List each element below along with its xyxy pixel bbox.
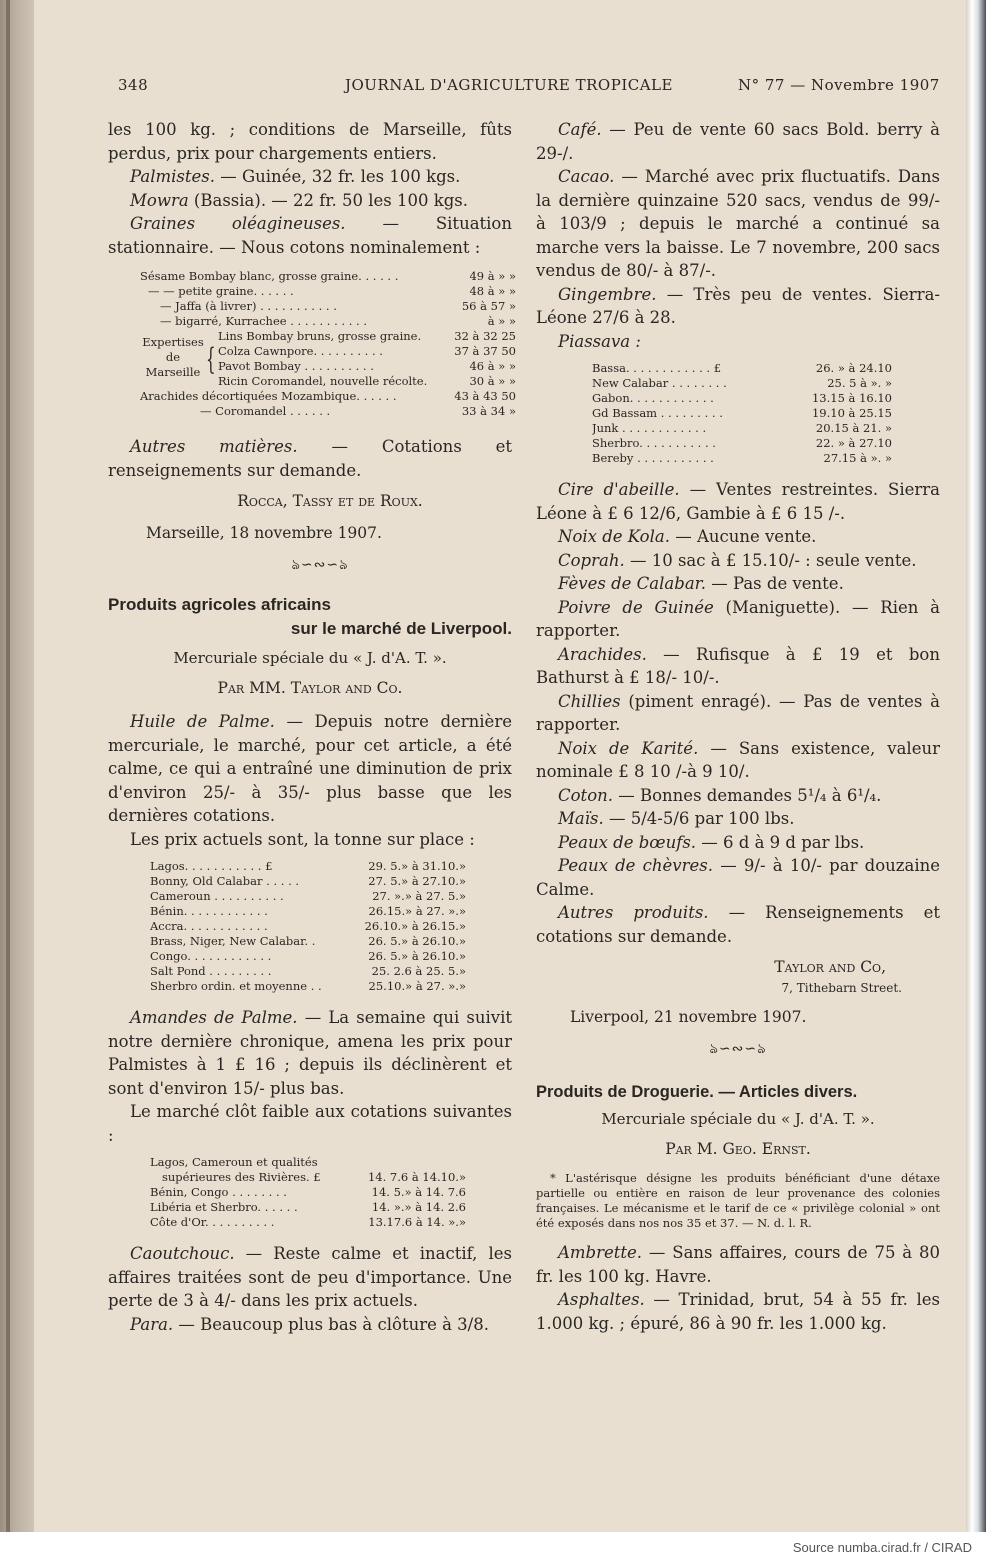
table-row: Ricin Coromandel, nouvelle récolte. 30 à » » [218,374,516,388]
table-row: Lins Bombay bruns, grosse graine. 32 à 32 25 [218,329,516,343]
autres-produits-term: Autres produits. [558,903,709,922]
huile-paragraph [108,710,512,828]
issue-info: N° 77 — Novembre 1907 [738,76,940,94]
palmistes-text: — Guinée, 32 fr. les 100 kgs. [214,167,461,186]
left-column [108,118,516,1336]
boeufs-paragraph [536,831,940,855]
boeufs-text: — 6 d à 9 d par lbs. [696,832,865,852]
autres-produits-text: — Renseignements et cotations sur demande. [536,903,941,946]
piassava-table [592,361,892,466]
address: 7, Tithebarn Street. [781,980,902,995]
mercuriale-line: Mercuriale spéciale du « J. d'A. T. ». [173,649,447,667]
cire-term: Cire d'abeille. [558,480,680,499]
karite-paragraph [536,737,940,784]
chevres-term: Peaux de chèvres. [558,856,713,875]
karite-term: Noix de Karité. [558,738,699,758]
table-row: Bereby . . . . . . . . . . . 27.15 à ». » [592,451,892,465]
table-row: Sherbro ordin. et moyenne . . 25.10.» à 27. ».» [150,979,466,993]
place-date: Liverpool, 21 novembre 1907. [570,1007,807,1026]
table-row: Cameroun . . . . . . . . . . 27. ».» à 27. 5.» [150,889,466,903]
table-row: Bassa. . . . . . . . . . . . £ 26. » à 24.10 [592,361,892,375]
section-title-line-2: sur le marché de Liverpool. [290,619,512,638]
feves-text: — Pas de vente. [705,574,844,593]
expertises-label: Expertises de Marseille [142,335,204,379]
kola-term: Noix de Kola. [558,527,670,546]
autres-produits-paragraph [536,901,940,948]
par-line: Par MM. Taylor and Co. [217,678,403,697]
cafe-term: Café. [558,120,602,139]
marche-clot: Le marché clôt faible aux cotations suivantes : [108,1102,512,1145]
arachides-term: Arachides. [558,644,647,664]
table-row: Arachides décortiquées Mozambique. . . . . . 43 à 43 50 [140,389,516,403]
table-row: Bénin. . . . . . . . . . . . 26.15.» à 27. ».» [150,904,466,918]
amandes-term: Amandes de Palme. [130,1008,298,1027]
cacao-term: Cacao. [558,167,615,186]
table-row: Brass, Niger, New Calabar. . 26. 5.» à 26.10.» [150,934,466,948]
signature: Rocca, Tassy et de Roux. [237,492,423,510]
chillies-paragraph [536,690,940,737]
arachides-text: — Rufisque à £ 19 et bon Bathurst à £ 18/- 10/-. [536,644,940,687]
right-column [536,118,940,1335]
table-row: Gabon. . . . . . . . . . . . 13.15 à 16.10 [592,391,892,405]
cafe-text: — Peu de vente 60 sacs Bold. berry à 29-/. [536,120,940,163]
table-row: Accra. . . . . . . . . . . . 26.10.» à 26.15.» [150,919,466,933]
coton-text: — Bonnes demandes 5¹/₄ à 6¹/₄. [613,785,882,805]
palmistes-term: Palmistes. [130,167,215,186]
para-paragraph [108,1313,512,1337]
autres-text: — Cotations et renseignements sur demande. [108,437,513,480]
table-row: New Calabar . . . . . . . . 25. 5 à ». » [592,376,892,390]
caoutchouc-text: — Reste calme et inactif, les affaires traitées sont de peu d'importance. Une perte de 3 à 4/- dans les prix actuels. [108,1244,512,1310]
arachides-paragraph [536,643,940,690]
table-row: Sésame Bombay blanc, grosse graine. . . . . . 49 à » » [140,269,516,283]
table-row: Côte d'Or. . . . . . . . . . 13.17.6 à 14. ».» [150,1215,466,1229]
autres-paragraph [108,435,512,482]
coton-term: Coton. [558,785,613,805]
poivre-paragraph [536,596,940,643]
table-row: Pavot Bombay . . . . . . . . . . 46 à » » [218,359,516,373]
chillies-term: Chillies [558,691,621,711]
amandes-paragraph [108,1006,512,1100]
section-title: Produits de Droguerie. — Articles divers. [536,1083,858,1101]
cafe-paragraph [536,118,940,165]
poivre-term: Poivre de Guinée [558,597,714,617]
section-title-line-1: Produits agricoles africains [108,595,331,614]
kola-paragraph [536,525,940,549]
ornament: ঌ∽∾∽ঌ [709,1041,767,1057]
table-row: Salt Pond . . . . . . . . . 25. 2.6 à 25. 5.» [150,964,466,978]
autres-term: Autres matières. [130,437,298,456]
table-row: Lagos, Cameroun et qualités [150,1155,318,1169]
mercuriale-line: Mercuriale spéciale du « J. d'A. T. ». [601,1110,875,1128]
journal-title: JOURNAL D'AGRICULTURE TROPICALE [345,76,673,94]
footnote: * L'astérisque désigne les produits bénéficiant d'une détaxe partielle ou entière en raison de leur provenance des colonies françaises. Le mécanisme et le tarif de ce « privilège colonial » ont été exposés dans nos nos 35 et 37. — N. d. l. R. [536,1171,940,1230]
chevres-text: — 9/- à 10/- par douzaine Calme. [536,856,940,899]
boeufs-term: Peaux de bœufs. [558,832,697,852]
table-row: Bonny, Old Calabar . . . . . 27. 5.» à 27.10.» [150,874,466,888]
palmistes-paragraph [108,165,512,189]
huile-term: Huile de Palme. [130,712,275,731]
feves-term: Fèves de Calabar. [558,574,706,593]
kola-text: — Aucune vente. [669,527,817,546]
karite-text: — Sans existence, valeur nominale £ 8 10 /-à 9 10/. [536,738,940,781]
table-row: Libéria et Sherbro. . . . . . 14. ».» à 14. 2.6 [150,1200,466,1214]
table-row: Bénin, Congo . . . . . . . . 14. 5.» à 14. 7.6 [150,1185,466,1199]
caoutchouc-paragraph [108,1242,512,1313]
cire-text: — Ventes restreintes. Sierra Léone à £ 6 12/6, Gambie à £ 6 15 /-. [536,480,940,523]
cacao-paragraph [536,165,940,283]
ambrette-paragraph [536,1241,940,1288]
graines-table [140,269,516,419]
par-line: Par M. Geo. Ernst. [665,1139,811,1158]
table-row: Junk . . . . . . . . . . . . 20.15 à 21. » [592,421,892,435]
ambrette-term: Ambrette. [558,1243,643,1262]
spine-edge [6,0,10,1532]
mowra-term: Mowra [130,190,189,210]
table-row: — Coromandel . . . . . . 33 à 34 » [200,404,516,418]
mais-paragraph [536,807,940,831]
amandes-table [150,1155,466,1230]
gingembre-term: Gingembre. [558,284,657,304]
piassava-term: Piassava : [558,331,641,351]
chillies-text: (piment enragé). — Pas de ventes à rapporter. [536,691,940,734]
ornament: ঌ∽∾∽ঌ [291,557,349,573]
gingembre-paragraph [536,283,940,330]
page-number: 348 [118,76,149,94]
brace-icon: { [206,342,216,377]
para-term: Para. [130,1314,174,1334]
coton-paragraph [536,784,940,808]
amandes-text: — La semaine qui suivit notre dernière chronique, amena les prix pour Palmistes à 1 £ 16 ; depuis ils déclinèrent et sont d'environ 15/- plus bas. [108,1008,512,1098]
gingembre-text: — Très peu de ventes. Sierra-Léone 27/6 à 28. [536,284,940,327]
cacao-text: — Marché avec prix fluctuatifs. Dans la dernière quinzaine 520 sacs, vendus de 99/- à 103/9 ; depuis le marché a continué sa marche vers la baisse. Le 7 novembre, 200 sacs vendus de 80/- à 87/-. [536,167,940,280]
caoutchouc-term: Caoutchouc. [130,1244,235,1263]
table-row: supérieures des Rivières. £ 14. 7.6 à 14.10.» [162,1170,466,1184]
coprah-paragraph [536,549,940,573]
asphaltes-term: Asphaltes. [558,1290,645,1309]
graines-text: — Situation stationnaire. — Nous cotons nominalement : [108,214,512,257]
table-row: Gd Bassam . . . . . . . . . 19.10 à 25.15 [592,406,892,420]
table-row: Colza Cawnpore. . . . . . . . . . 37 à 37 50 [218,344,516,358]
intro-paragraph: les 100 kg. ; conditions de Marseille, fûts perdus, prix pour chargements entiers. [108,120,512,163]
mais-text: — 5/4-5/6 par 100 lbs. [603,809,795,828]
cire-paragraph [536,478,940,525]
table-row: — — petite graine. . . . . . 48 à » » [148,284,516,298]
chevres-paragraph [536,854,940,901]
place-date: Marseille, 18 novembre 1907. [146,523,382,542]
table-row: Lagos. . . . . . . . . . . £ 29. 5.» à 31.10.» [150,859,466,873]
page-edge [966,0,986,1532]
graines-paragraph [108,212,512,259]
ambrette-text: — Sans affaires, cours de 75 à 80 fr. les 100 kg. Havre. [536,1243,940,1286]
expertises-group [140,329,516,389]
coprah-text: — 10 sac à £ 15.10/- : seule vente. [624,550,917,570]
table-row: Congo. . . . . . . . . . . . 26. 5.» à 26.10.» [150,949,466,963]
mais-term: Maïs. [558,809,604,828]
table-row: — Jaffa (à livrer) . . . . . . . . . . . 56 à 57 » [160,299,516,313]
table-row: Sherbro. . . . . . . . . . . 22. » à 27.10 [592,436,892,450]
asphaltes-text: — Trinidad, brut, 54 à 55 fr. les 1.000 kg. ; épuré, 86 à 90 fr. les 1.000 kg. [536,1290,940,1333]
signature: Taylor and Co, [774,958,886,976]
palme-table [150,859,466,994]
feves-paragraph [536,572,940,596]
coprah-term: Coprah. [558,550,625,570]
mowra-text: (Bassia). — 22 fr. 50 les 100 kgs. [188,190,468,210]
graines-term: Graines oléagineuses. [130,214,346,233]
para-text: — Beaucoup plus bas à clôture à 3/8. [173,1314,489,1334]
table-row: — bigarré, Kurrachee . . . . . . . . . . . à » » [160,314,516,328]
source-credit: Source numba.cirad.fr / CIRAD [792,1540,972,1555]
poivre-text: (Maniguette). — Rien à rapporter. [536,597,940,640]
prix-intro: Les prix actuels sont, la tonne sur place : [130,829,475,849]
huile-text: — Depuis notre dernière mercuriale, le marché, pour cet article, a été calme, ce qui a entraîné une diminution de prix d'environ 25/- à 35/- plus basse que les dernières cotations. [108,712,512,825]
asphaltes-paragraph [536,1288,940,1335]
mowra-paragraph [108,189,512,213]
